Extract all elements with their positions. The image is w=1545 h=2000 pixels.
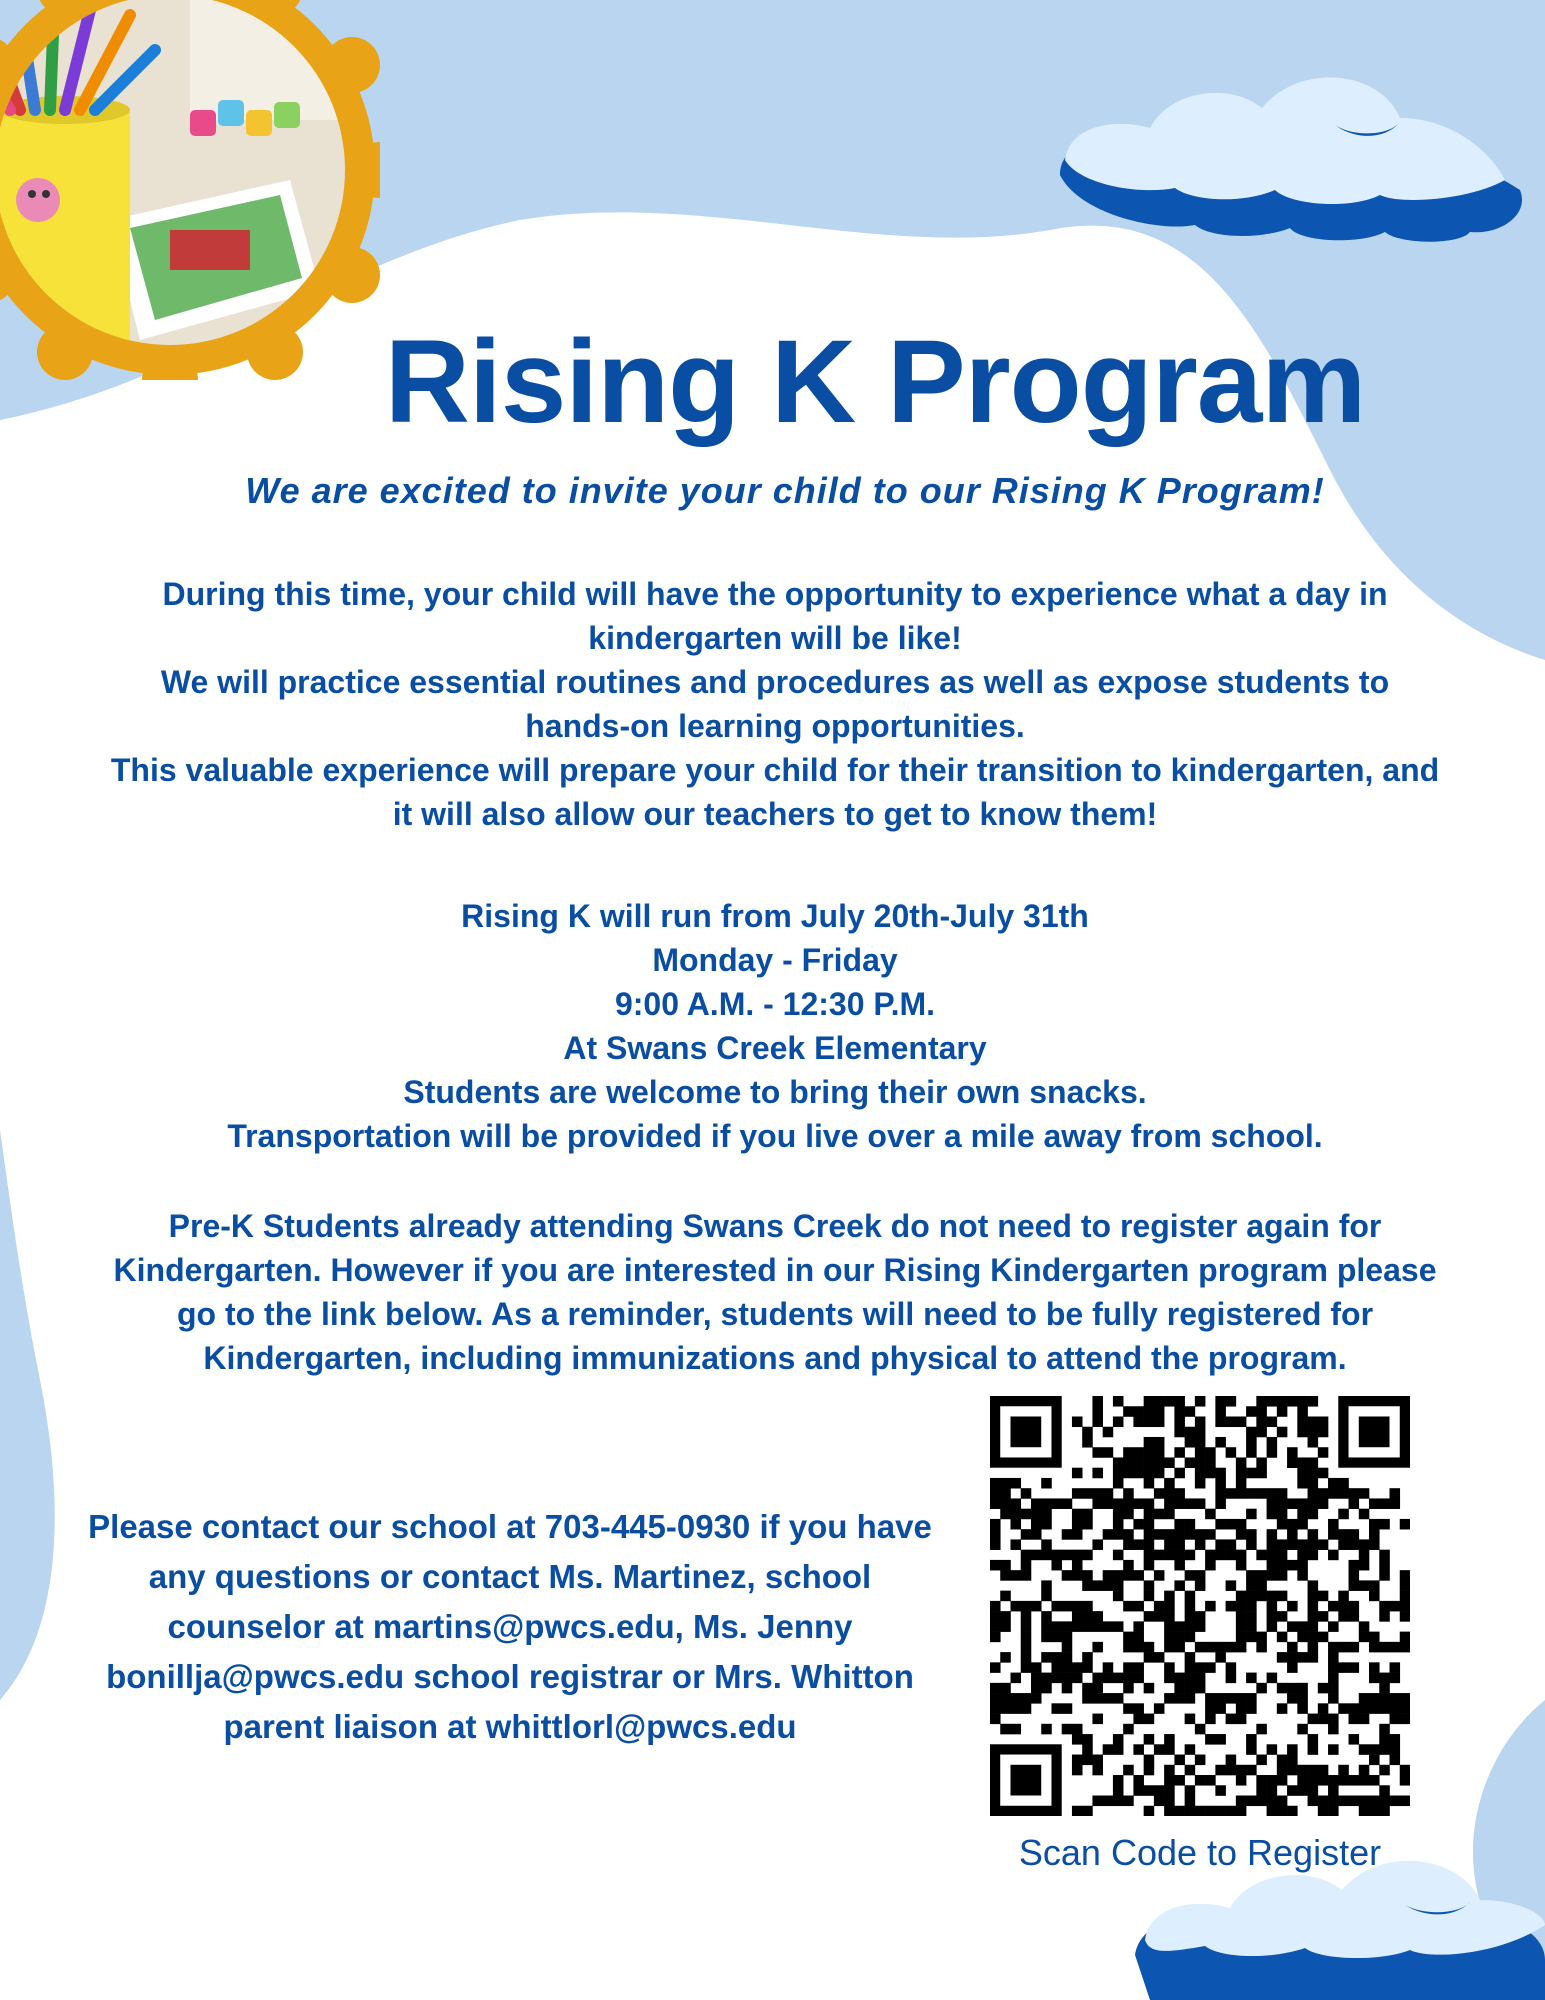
qr-caption: Scan Code to Register xyxy=(1018,1832,1382,1873)
cloud-icon xyxy=(1060,77,1522,241)
program-hours: 9:00 A.M. - 12:30 P.M. xyxy=(614,986,936,1022)
prek-note: Pre-K Students already attending Swans Creek do not need to register again for Kindergarten. However if you are interested in our Rising Kindergarten program please go to the link below. As a reminder, students will need to be fully registered for Kindergarten, including immunizations and physical to attend the program. xyxy=(113,1208,1437,1376)
program-details xyxy=(110,894,1440,1158)
contact-info: Please contact our school at 703-445-0930 if you have any questions or contact Ms. Martinez, school counselor at martins@pwcs.edu, Ms. Jenny bonillja@pwcs.edu school registrar or Mrs. Whitton parent liaison at whittlorl@pwcs.edu xyxy=(88,1508,932,1745)
intro-paragraph: We will practice essential routines and procedures as well as expose students to hands-on learning opportunities. xyxy=(160,664,1390,744)
qr-code-icon[interactable] xyxy=(990,1396,1410,1816)
program-location: At Swans Creek Elementary xyxy=(563,1030,987,1066)
qr-code-graphic xyxy=(990,1396,1410,1816)
intro-paragraph: During this time, your child will have the opportunity to experience what a day in kindergarten will be like! xyxy=(162,576,1388,656)
snacks-note: Students are welcome to bring their own snacks. xyxy=(403,1074,1147,1110)
prek-section xyxy=(110,1204,1440,1380)
transportation-note: Transportation will be provided if you live over a mile away from school. xyxy=(227,1118,1323,1154)
page-title: Rising K Program xyxy=(384,316,1366,448)
intro-paragraph: This valuable experience will prepare your child for their transition to kindergarten, and it will also allow our teachers to get to know them! xyxy=(110,752,1440,832)
program-dates: Rising K will run from July 20th-July 31th xyxy=(461,898,1089,934)
intro-section xyxy=(110,572,1440,836)
invitation-subtitle: We are excited to invite your child to our Rising K Program! xyxy=(245,470,1325,511)
program-days: Monday - Friday xyxy=(652,942,898,978)
